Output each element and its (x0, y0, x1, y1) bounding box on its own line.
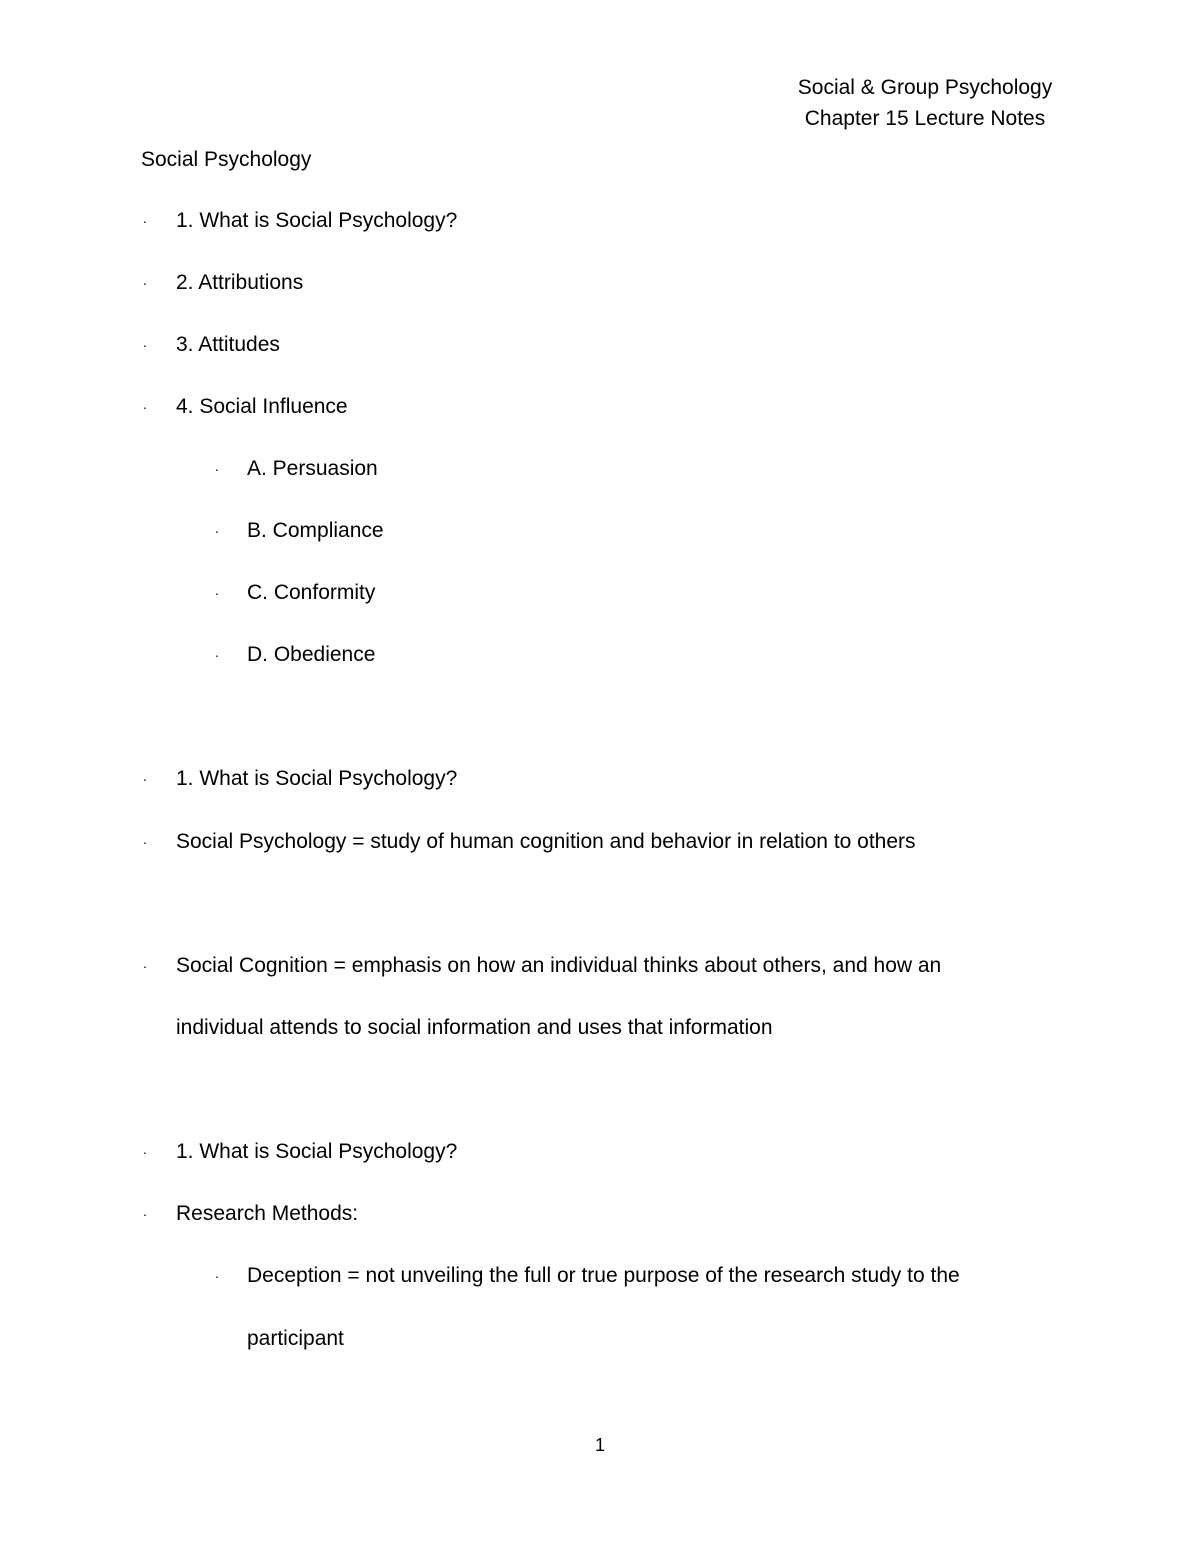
outline-item-text: 1. What is Social Psychology? (176, 209, 458, 232)
section-heading-text: 1. What is Social Psychology? (176, 1140, 458, 1163)
research-methods-label: Research Methods: (176, 1202, 359, 1225)
bullet-icon: · (214, 1268, 220, 1284)
bullet-icon: · (142, 399, 148, 415)
bullet-icon: · (142, 834, 148, 850)
outline-subitem-text: D. Obedience (247, 643, 376, 666)
bullet-icon: · (142, 1206, 148, 1222)
section-title: Social Psychology (141, 148, 312, 171)
section-heading-text: 1. What is Social Psychology? (176, 767, 458, 790)
bullet-icon: · (214, 461, 220, 477)
bullet-icon: · (214, 647, 220, 663)
social-cognition-continuation: individual attends to social information and uses that information (176, 1016, 773, 1039)
outline-item-text: 4. Social Influence (176, 395, 348, 418)
deception-continuation: participant (247, 1327, 344, 1350)
outline-item-text: 3. Attitudes (176, 333, 280, 356)
bullet-icon: · (142, 771, 148, 787)
bullet-icon: · (142, 958, 148, 974)
bullet-icon: · (142, 275, 148, 291)
header-chapter-title: Chapter 15 Lecture Notes (804, 107, 1046, 130)
bullet-icon: · (214, 585, 220, 601)
outline-subitem-text: B. Compliance (247, 519, 384, 542)
social-psychology-definition: Social Psychology = study of human cognition and behavior in relation to others (176, 830, 916, 853)
document-header (760, 72, 1090, 134)
outline-subitem-text: C. Conformity (247, 581, 376, 604)
social-cognition-definition: Social Cognition = emphasis on how an individual thinks about others, and how an (176, 954, 942, 977)
outline-subitem-text: A. Persuasion (247, 457, 378, 480)
outline-item-text: 2. Attributions (176, 271, 304, 294)
header-course-title: Social & Group Psychology (797, 76, 1053, 99)
deception-definition: Deception = not unveiling the full or true purpose of the research study to the (247, 1264, 960, 1287)
page-number: 1 (594, 1435, 605, 1455)
bullet-icon: · (142, 1144, 148, 1160)
bullet-icon: · (142, 213, 148, 229)
bullet-icon: · (142, 337, 148, 353)
bullet-icon: · (214, 523, 220, 539)
